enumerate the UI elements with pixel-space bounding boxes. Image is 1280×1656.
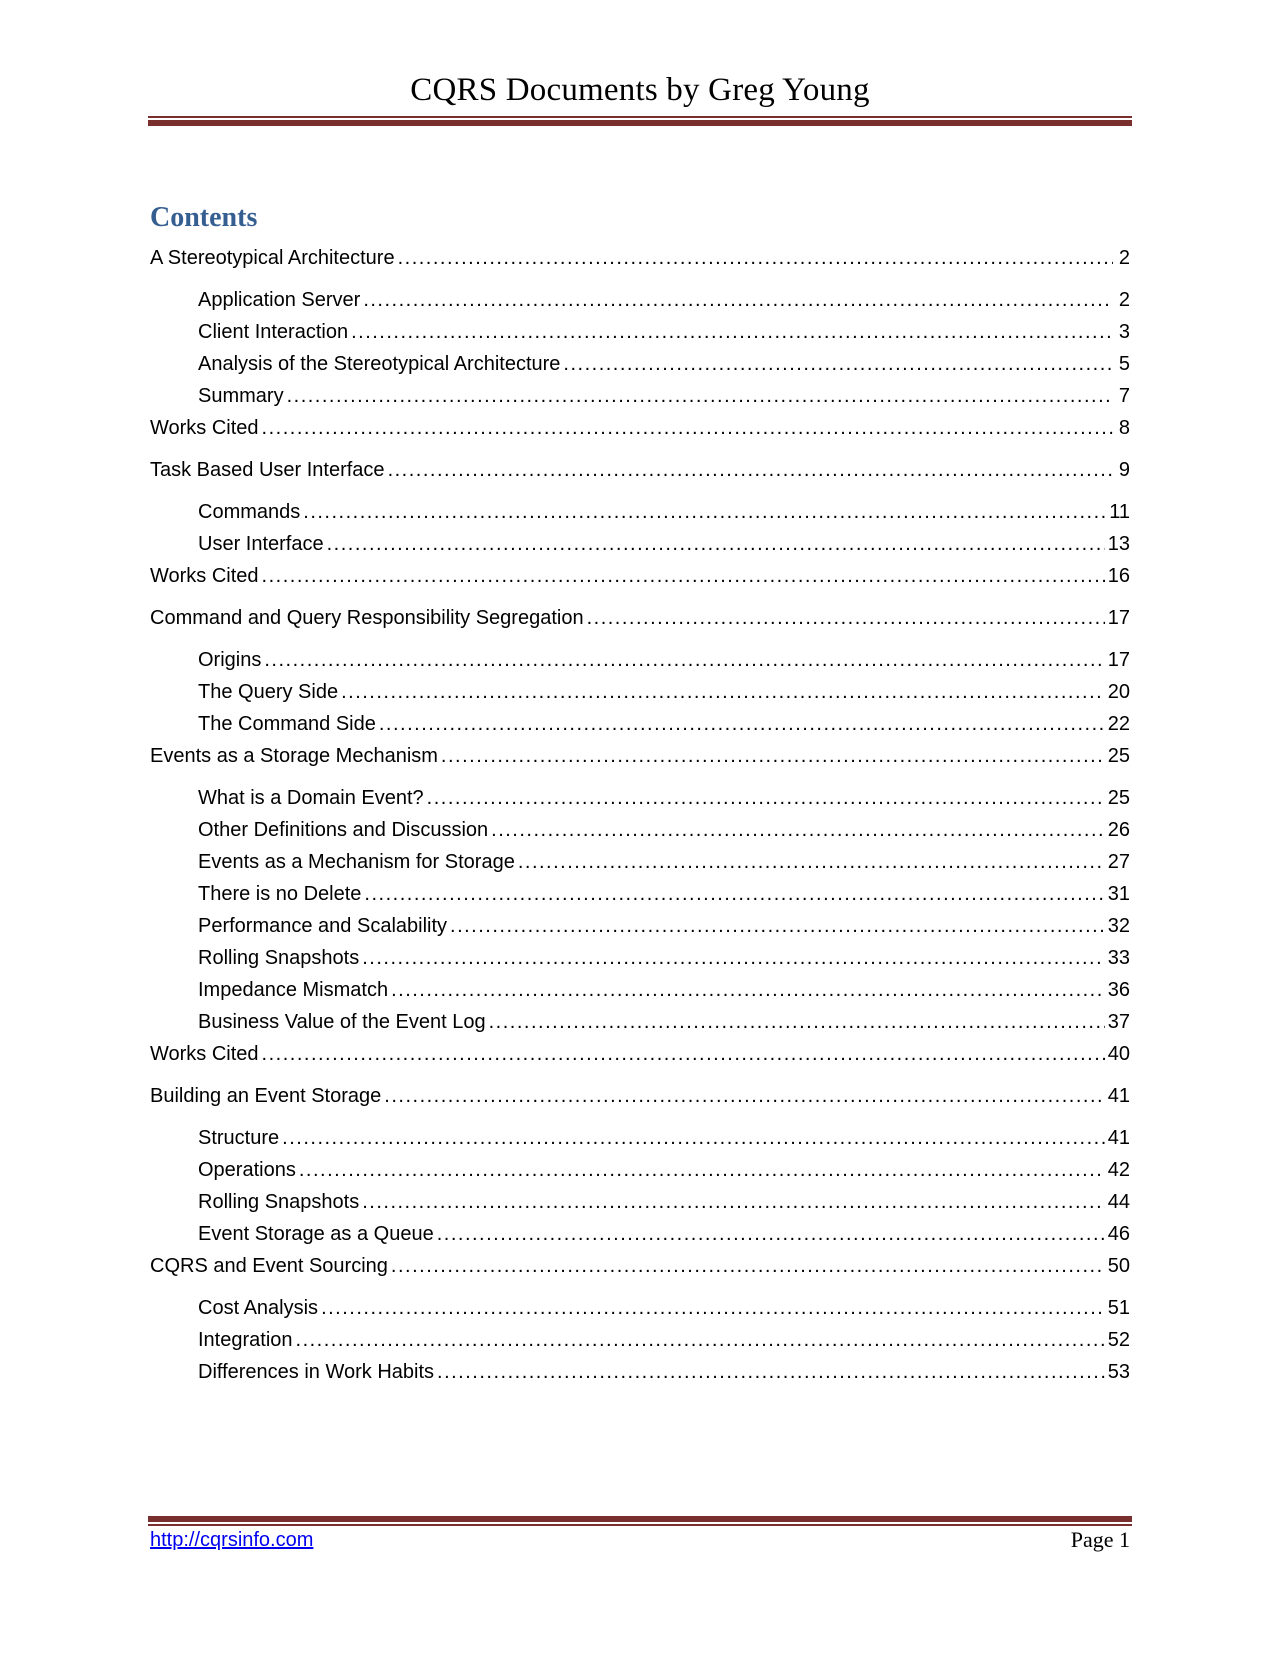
toc-entry-page-number: 52 (1107, 1329, 1130, 1351)
toc-entry-page-number: 51 (1107, 1297, 1130, 1319)
toc-entry-section[interactable] (150, 1154, 1130, 1186)
toc-entry-title: Works Cited (150, 565, 259, 587)
footer-page-number: Page 1 (1070, 1527, 1130, 1552)
toc-dot-leader (489, 1006, 1105, 1038)
toc-entry-section[interactable] (150, 878, 1130, 910)
toc-entry-section[interactable] (150, 1218, 1130, 1250)
toc-dot-leader (303, 496, 1106, 528)
toc-dot-leader (264, 644, 1104, 676)
toc-dot-leader (364, 878, 1104, 910)
header-rule (148, 116, 1132, 126)
toc-entry-title: A Stereotypical Architecture (150, 247, 395, 269)
toc-dot-leader (362, 942, 1105, 974)
toc-entry-section[interactable] (150, 644, 1130, 676)
toc-entry-page-number: 20 (1107, 681, 1130, 703)
toc-entry-page-number: 11 (1109, 501, 1130, 523)
toc-entry-section[interactable] (150, 316, 1130, 348)
toc-dot-leader (587, 602, 1105, 634)
toc-entry-title: Client Interaction (198, 321, 349, 343)
toc-entry-section[interactable] (150, 1122, 1130, 1154)
contents-heading: Contents (150, 202, 258, 233)
toc-entry-section[interactable] (150, 1324, 1130, 1356)
toc-entry-title: What is a Domain Event? (198, 787, 424, 809)
toc-dot-leader (351, 316, 1113, 348)
table-of-contents (150, 242, 1130, 1388)
toc-entry-page-number: 7 (1118, 385, 1130, 407)
running-header-title: CQRS Documents by Greg Young (410, 72, 870, 108)
toc-dot-leader (450, 910, 1105, 942)
toc-dot-leader (362, 1186, 1105, 1218)
toc-dot-leader (341, 676, 1105, 708)
toc-entry-title: Operations (198, 1159, 296, 1181)
toc-entry-section[interactable] (150, 496, 1130, 528)
toc-entry-title: Works Cited (150, 417, 259, 439)
toc-entry-title: Integration (198, 1329, 293, 1351)
toc-entry-chapter[interactable] (150, 602, 1130, 634)
toc-entry-page-number: 41 (1107, 1085, 1130, 1107)
toc-entry-page-number: 17 (1107, 607, 1130, 629)
toc-entry-title: Works Cited (150, 1043, 259, 1065)
toc-entry-section[interactable] (150, 1186, 1130, 1218)
toc-entry-title: Building an Event Storage (150, 1085, 382, 1107)
toc-entry-page-number: 46 (1107, 1223, 1130, 1245)
toc-dot-leader (262, 1038, 1105, 1070)
toc-entry-title: Structure (198, 1127, 280, 1149)
toc-entry-chapter[interactable] (150, 1250, 1130, 1282)
toc-dot-leader (437, 1356, 1105, 1388)
toc-entry-section[interactable] (150, 1006, 1130, 1038)
toc-entry-page-number: 32 (1107, 915, 1130, 937)
toc-entry-page-number: 2 (1118, 247, 1130, 269)
toc-entry-title: Application Server (198, 289, 361, 311)
toc-entry-section[interactable] (150, 974, 1130, 1006)
toc-dot-leader (327, 528, 1105, 560)
toc-entry-chapter[interactable] (150, 1038, 1130, 1070)
toc-entry-page-number: 16 (1107, 565, 1130, 587)
toc-entry-section[interactable] (150, 708, 1130, 740)
toc-dot-leader (398, 242, 1113, 274)
toc-dot-leader (391, 1250, 1105, 1282)
toc-entry-title: Command and Query Responsibility Segregation (150, 607, 584, 629)
toc-entry-section[interactable] (150, 284, 1130, 316)
toc-entry-title: Other Definitions and Discussion (198, 819, 489, 841)
toc-entry-chapter[interactable] (150, 1080, 1130, 1112)
toc-entry-section[interactable] (150, 814, 1130, 846)
toc-entry-chapter[interactable] (150, 740, 1130, 772)
toc-entry-title: Cost Analysis (198, 1297, 319, 1319)
toc-entry-chapter[interactable] (150, 242, 1130, 274)
toc-entry-section[interactable] (150, 676, 1130, 708)
toc-entry-title: Analysis of the Stereotypical Architecture (198, 353, 561, 375)
toc-entry-section[interactable] (150, 846, 1130, 878)
toc-entry-page-number: 3 (1118, 321, 1130, 343)
toc-entry-section[interactable] (150, 528, 1130, 560)
toc-entry-section[interactable] (150, 1356, 1130, 1388)
toc-entry-title: Rolling Snapshots (198, 1191, 360, 1213)
toc-dot-leader (363, 284, 1113, 316)
toc-dot-leader (379, 708, 1105, 740)
toc-entry-page-number: 27 (1107, 851, 1130, 873)
toc-dot-leader (282, 1122, 1105, 1154)
toc-entry-page-number: 41 (1107, 1127, 1130, 1149)
toc-entry-page-number: 22 (1107, 713, 1130, 735)
toc-entry-title: CQRS and Event Sourcing (150, 1255, 388, 1277)
toc-entry-page-number: 42 (1107, 1159, 1130, 1181)
toc-entry-section[interactable] (150, 1292, 1130, 1324)
toc-dot-leader (437, 1218, 1105, 1250)
toc-dot-leader (563, 348, 1113, 380)
toc-entry-title: Rolling Snapshots (198, 947, 360, 969)
toc-entry-page-number: 50 (1107, 1255, 1130, 1277)
toc-entry-page-number: 17 (1107, 649, 1130, 671)
toc-dot-leader (388, 454, 1113, 486)
header-rule-thick-line (148, 120, 1132, 126)
toc-dot-leader (262, 412, 1113, 444)
toc-dot-leader (262, 560, 1105, 592)
toc-entry-title: Summary (198, 385, 284, 407)
toc-dot-leader (299, 1154, 1105, 1186)
toc-entry-title: User Interface (198, 533, 324, 555)
toc-entry-page-number: 40 (1107, 1043, 1130, 1065)
toc-entry-title: Performance and Scalability (198, 915, 448, 937)
toc-entry-title: Events as a Storage Mechanism (150, 745, 438, 767)
toc-entry-title: Impedance Mismatch (198, 979, 389, 1001)
toc-entry-title: Commands (198, 501, 301, 523)
toc-entry-title: Origins (198, 649, 262, 671)
toc-entry-section[interactable] (150, 782, 1130, 814)
toc-dot-leader (491, 814, 1105, 846)
toc-entry-page-number: 25 (1107, 787, 1130, 809)
toc-entry-page-number: 44 (1107, 1191, 1130, 1213)
toc-entry-page-number: 5 (1118, 353, 1130, 375)
toc-entry-section[interactable] (150, 910, 1130, 942)
toc-entry-page-number: 36 (1107, 979, 1130, 1001)
toc-entry-section[interactable] (150, 348, 1130, 380)
toc-entry-chapter[interactable] (150, 560, 1130, 592)
toc-dot-leader (321, 1292, 1105, 1324)
toc-entry-page-number: 33 (1107, 947, 1130, 969)
toc-dot-leader (441, 740, 1105, 772)
footer-website-link[interactable]: http://cqrsinfo.com (150, 1529, 314, 1551)
toc-entry-title: Event Storage as a Queue (198, 1223, 434, 1245)
toc-entry-chapter[interactable] (150, 454, 1130, 486)
toc-entry-page-number: 31 (1107, 883, 1130, 905)
toc-dot-leader (427, 782, 1105, 814)
toc-entry-title: Business Value of the Event Log (198, 1011, 486, 1033)
toc-entry-title: The Command Side (198, 713, 376, 735)
toc-entry-page-number: 37 (1107, 1011, 1130, 1033)
toc-entry-title: There is no Delete (198, 883, 362, 905)
toc-dot-leader (518, 846, 1105, 878)
toc-dot-leader (384, 1080, 1104, 1112)
toc-entry-title: The Query Side (198, 681, 339, 703)
toc-entry-page-number: 13 (1107, 533, 1130, 555)
toc-entry-section[interactable] (150, 380, 1130, 412)
toc-entry-page-number: 25 (1107, 745, 1130, 767)
toc-entry-page-number: 53 (1107, 1361, 1130, 1383)
toc-dot-leader (296, 1324, 1105, 1356)
toc-entry-page-number: 2 (1118, 289, 1130, 311)
toc-entry-page-number: 9 (1118, 459, 1130, 481)
toc-entry-title: Differences in Work Habits (198, 1361, 435, 1383)
toc-entry-title: Task Based User Interface (150, 459, 385, 481)
toc-entry-section[interactable] (150, 942, 1130, 974)
toc-entry-page-number: 26 (1107, 819, 1130, 841)
toc-entry-page-number: 8 (1118, 417, 1130, 439)
toc-dot-leader (391, 974, 1105, 1006)
toc-entry-title: Events as a Mechanism for Storage (198, 851, 515, 873)
toc-dot-leader (287, 380, 1113, 412)
toc-entry-chapter[interactable] (150, 412, 1130, 444)
